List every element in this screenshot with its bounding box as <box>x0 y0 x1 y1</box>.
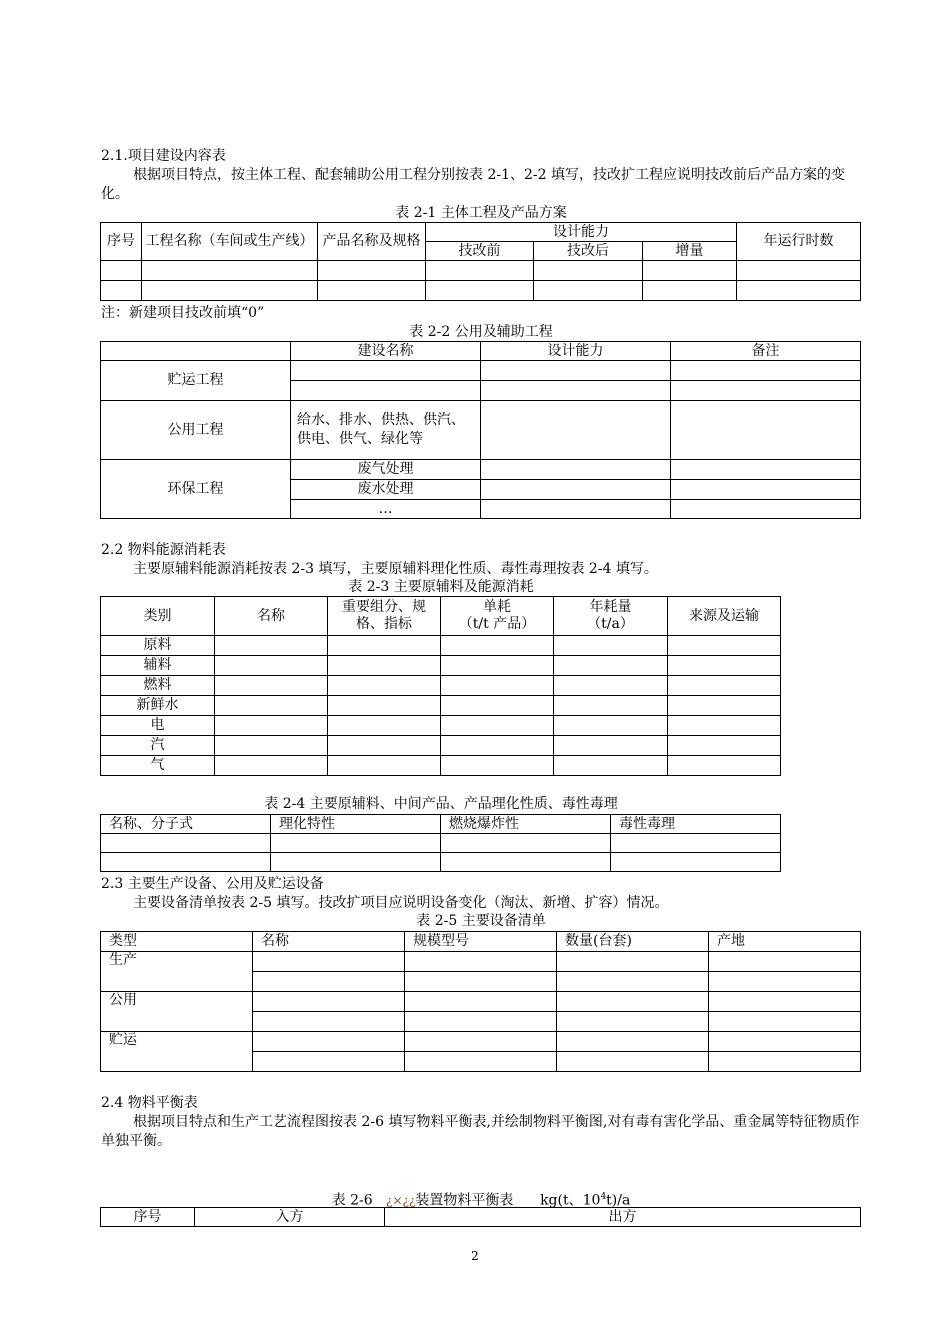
section-heading-2-3: 2.3 主要生产设备、公用及贮运设备 <box>101 876 324 892</box>
header-input: 入方 <box>195 1208 385 1227</box>
header-toxicity: 毒性毒理 <box>611 815 781 834</box>
table-caption-2-1: 表 2-1 主体工程及产品方案 <box>395 205 567 221</box>
table-2-6 <box>100 1207 861 1227</box>
header-name: 名称 <box>215 597 328 636</box>
header-project-name: 工程名称（车间或生产线） <box>142 223 318 261</box>
header-unit-consumption: 单耗 （t/t 产品） <box>441 597 554 636</box>
header-annual-hours: 年运行时数 <box>737 223 861 261</box>
table-row <box>101 696 781 716</box>
table-row <box>101 281 861 301</box>
table-2-1 <box>100 222 861 301</box>
table-caption-2-5: 表 2-5 主要设备清单 <box>416 913 546 929</box>
env-more: … <box>291 500 481 519</box>
page-number: 2 <box>471 1249 479 1263</box>
header-product: 产品名称及规格 <box>318 223 426 261</box>
header-after: 技改后 <box>534 242 643 261</box>
table-2-2 <box>100 341 861 519</box>
section-paragraph-2-4: 根据项目特点和生产工艺流程图按表 2-6 填写物料平衡表,并绘制物料平衡图,对有毒有害化学品、重金属等特征物质作单独平衡。 <box>101 1114 860 1149</box>
table-row <box>101 756 781 776</box>
header-increase: 增量 <box>643 242 737 261</box>
header-quantity: 数量(台套) <box>557 932 709 952</box>
env-water: 废水处理 <box>291 480 481 500</box>
header-seq: 序号 <box>101 223 142 261</box>
header-flammability: 燃烧爆炸性 <box>441 815 611 834</box>
row-label: 汽 <box>101 736 215 756</box>
section-heading-2-4: 2.4 物料平衡表 <box>101 1095 198 1111</box>
table-row <box>101 261 861 281</box>
header-remark: 备注 <box>671 342 861 361</box>
env-gas: 废气处理 <box>291 460 481 480</box>
header-before: 技改前 <box>426 242 534 261</box>
row-label: 新鲜水 <box>101 696 215 716</box>
row-label-storage: 贮运 <box>101 1032 253 1072</box>
row-label-utility: 公用 <box>101 992 253 1032</box>
row-label: 原料 <box>101 636 215 656</box>
row-label-production: 生产 <box>101 952 253 992</box>
header-origin: 产地 <box>709 932 861 952</box>
row-utility-label: 公用工程 <box>101 401 291 460</box>
table-2-3 <box>100 596 781 776</box>
table-row <box>101 676 781 696</box>
header-capacity: 设计能力 <box>426 223 737 242</box>
header-type: 类别 <box>101 597 215 636</box>
table-caption-2-4: 表 2-4 主要原辅料、中间产品、产品理化性质、毒性毒理 <box>264 796 618 812</box>
header-name: 名称 <box>253 932 405 952</box>
table-row <box>101 736 781 756</box>
header-physchem: 理化特性 <box>271 815 441 834</box>
table-caption-2-2: 表 2-2 公用及辅助工程 <box>409 324 553 340</box>
table-2-5 <box>100 931 861 1072</box>
table-2-4 <box>100 814 781 872</box>
table-row <box>101 834 781 853</box>
header-model: 规模型号 <box>405 932 557 952</box>
utility-items: 给水、排水、供热、供汽、供电、供气、绿化等 <box>291 401 481 460</box>
header-composition: 重要组分、规格、指标 <box>328 597 441 636</box>
header-annual-consumption: 年耗量 （t/a） <box>554 597 668 636</box>
section-paragraph-2-3: 主要设备清单按表 2-5 填写。技改扩项目应说明设备变化（淘汰、新增、扩容）情况。 <box>133 895 669 911</box>
header-design-capacity: 设计能力 <box>481 342 671 361</box>
row-label: 气 <box>101 756 215 776</box>
header-seq: 序号 <box>101 1208 195 1227</box>
section-paragraph-2-2: 主要原辅料能源消耗按表 2-3 填写，主要原辅料理化性质、毒性毒理按表 2-4 填写。 <box>133 561 658 577</box>
table-row <box>101 716 781 736</box>
row-label: 燃料 <box>101 676 215 696</box>
table-note-2-1: 注：新建项目技改前填“0” <box>101 305 265 321</box>
row-label: 辅料 <box>101 656 215 676</box>
row-label: 电 <box>101 716 215 736</box>
section-paragraph-2-1: 根据项目特点，按主体工程、配套辅助公用工程分别按表 2-1、2-2 填写，技改扩工程应说明技改前后产品方案的变化。 <box>101 167 845 202</box>
header-name-formula: 名称、分子式 <box>101 815 271 834</box>
header-type: 类型 <box>101 932 253 952</box>
header-source: 来源及运输 <box>668 597 781 636</box>
header-build-name: 建设名称 <box>291 342 481 361</box>
table-row <box>101 656 781 676</box>
row-storage-label: 贮运工程 <box>101 361 291 401</box>
table-row <box>101 636 781 656</box>
table-row <box>101 853 781 872</box>
section-heading-2-1: 2.1.项目建设内容表 <box>101 148 226 164</box>
row-env-label: 环保工程 <box>101 460 291 519</box>
table-caption-2-6: 表 2-6 ¿×¿¿装置物料平衡表 kg(t、$10^4t)/a$ <box>331 1192 631 1209</box>
section-heading-2-2: 2.2 物料能源消耗表 <box>101 542 226 558</box>
table-caption-2-3: 表 2-3 主要原辅料及能源消耗 <box>348 579 534 595</box>
header-output: 出方 <box>385 1208 861 1227</box>
